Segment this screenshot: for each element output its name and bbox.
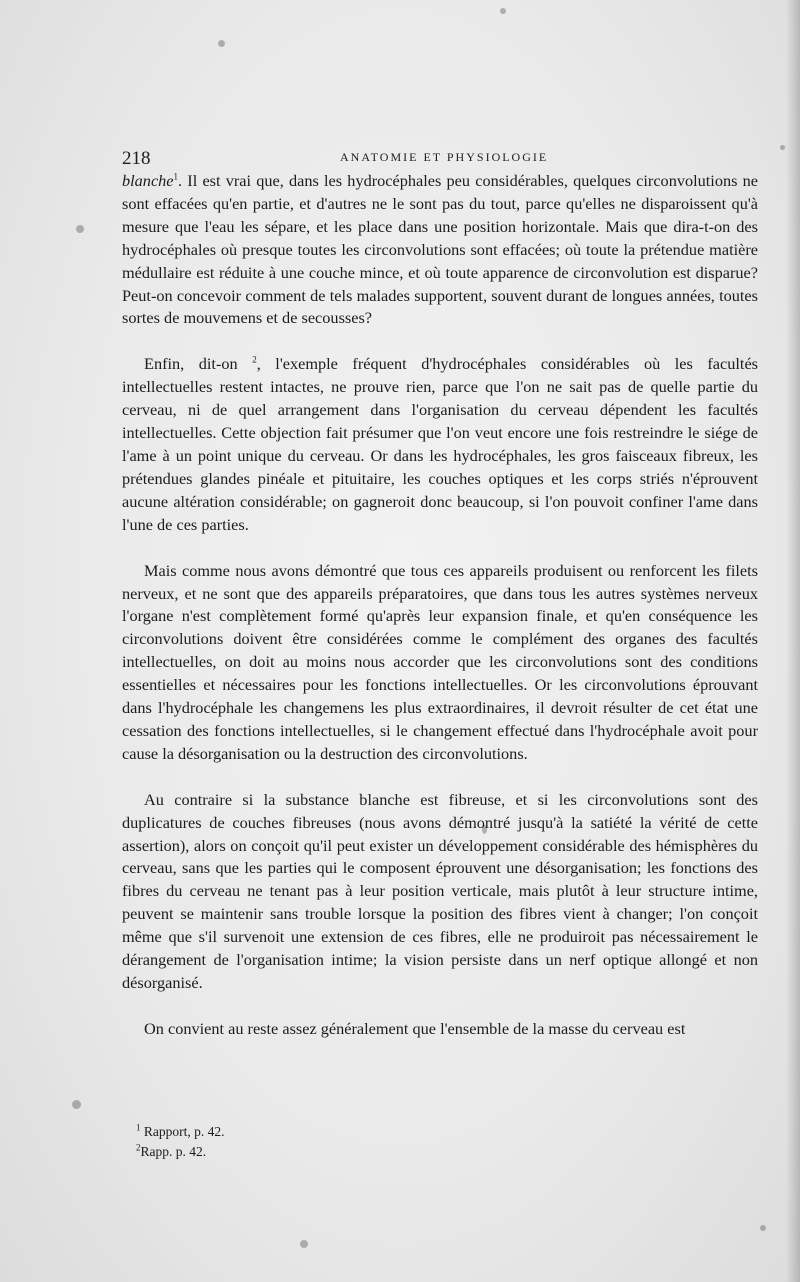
paragraph-2-lead: Enfin, dit-on [144, 354, 238, 374]
paragraph-3: Mais comme nous avons démontré que tous ces appareils produisent ou renforcent les filets nerveux, et ne sont que des appareils préparatoires, que dans tous les autres systèmes nerveux l'organe n'est complètement formé qu'après leur expansion finale, et qu'en conséquence les circonvolutions doivent être considérées comme le complément des organes des facultés intellectuelles, on doit au moins nous accorder que les circonvolutions sont des conditions essentielles et nécessaires pour les fonctions intellectuelles. Or les circonvolutions éprouvant dans l'hydrocéphale les changemens les plus extraordinaires, il devroit résulter de cet état une cessation des fonctions intellectuelles, si le changement effectué dans l'hydrocéphale avoit pour cause la désorganisation ou la destruction des circonvolutions. [122, 560, 758, 763]
paper-speck [300, 1240, 308, 1248]
paper-speck [500, 8, 506, 14]
footnotes [136, 1122, 225, 1162]
page-number: 218 [122, 148, 151, 169]
footnote-ref-2: 2 [252, 354, 257, 365]
footnote-ref-1: 1 [173, 171, 179, 182]
footnote-1-text: Rapport, p. 42. [143, 1124, 225, 1139]
paper-speck [72, 1100, 81, 1109]
page-edge-shadow [786, 0, 800, 1282]
footnote-1-mark: 1 [136, 1122, 141, 1133]
paper-speck [760, 1225, 766, 1231]
footnote-1 [136, 1122, 225, 1142]
paper-speck [218, 40, 225, 47]
footnote-2 [136, 1142, 225, 1162]
running-head: ANATOMIE ET PHYSIOLOGIE [340, 150, 549, 164]
paper-speck [76, 225, 84, 233]
paragraph-1-text: . Il est vrai que, dans les hydrocéphales peu considérables, quelques circonvolutions ne sont effacées qu'en partie, et d'autres ne le sont pas du tout, parce qu'elles ne disparoissent qu'à mesure que l'eau les sépare, et les place dans une position horizontale. Mais que dira-t-on des hydrocéphales où presque toutes les circonvolutions sont effacées; où toute la prétendue matière médullaire est réduite à une couche mince, et où toute apparence de circonvolution est disparue? Peut-on concevoir comment de tels malades supportent, souvent durant de longues années, toutes sortes de mouvemens et de secousses? [122, 171, 758, 328]
paper-speck [780, 145, 785, 150]
paragraph-4: Au contraire si la substance blanche est fibreuse, et si les circonvolutions sont des duplicatures de couches fibreuses (nous avons démontré jusqu'à la satiété la vérité de cette assertion), alors on conçoit qu'il peut exister un développement considérable des hémisphères du cerveau, sans que les parties qui le composent éprouvent une désorganisation; les fonctions des fibres du cerveau ne tenant pas à leur position verticale, mais plutôt à leur structure intime, peuvent se maintenir sans trouble lorsque la position des fibres vient à changer; l'on conçoit même que s'il survenoit une extension de ces fibres, elle ne produiroit pas nécessairement le dérangement de l'organisation intime; la vision persiste dans un nerf optique allongé et non désorganisé. [122, 789, 758, 992]
paragraph-1-first-word: blanche [122, 171, 174, 190]
footnote-2-text: Rapp. p. 42. [140, 1144, 207, 1159]
paragraph-2-text: , l'exemple fréquent d'hydrocéphales considérables où les facultés intellectuelles restent intactes, ne prouve rien, parce que l'on ne sait pas de quelle partie du cerveau, ni de quel arrangement dans l'organisation du cerveau dépendent les facultés intellectuelles. Cette objection fait présumer que l'on veut encore une fois restreindre le siége de l'ame à un point unique du cerveau. Or dans les hydrocéphales, les gros faisceaux fibreux, les prétendues glandes pinéale et pituitaire, les couches optiques et les corps striés n'éprouvent aucune altération considérable; on gagneroit donc beaucoup, si l'on pouvoit confiner l'ame dans l'une de ces parties. [122, 354, 759, 534]
paragraph-2 [122, 353, 758, 536]
paragraph-5: On convient au reste assez généralement que l'ensemble de la masse du cerveau est [144, 1018, 686, 1038]
paragraph-1 [122, 170, 758, 330]
body-text [122, 170, 758, 1041]
footnote-2-mark: 2 [136, 1142, 141, 1153]
page-header [122, 146, 760, 168]
